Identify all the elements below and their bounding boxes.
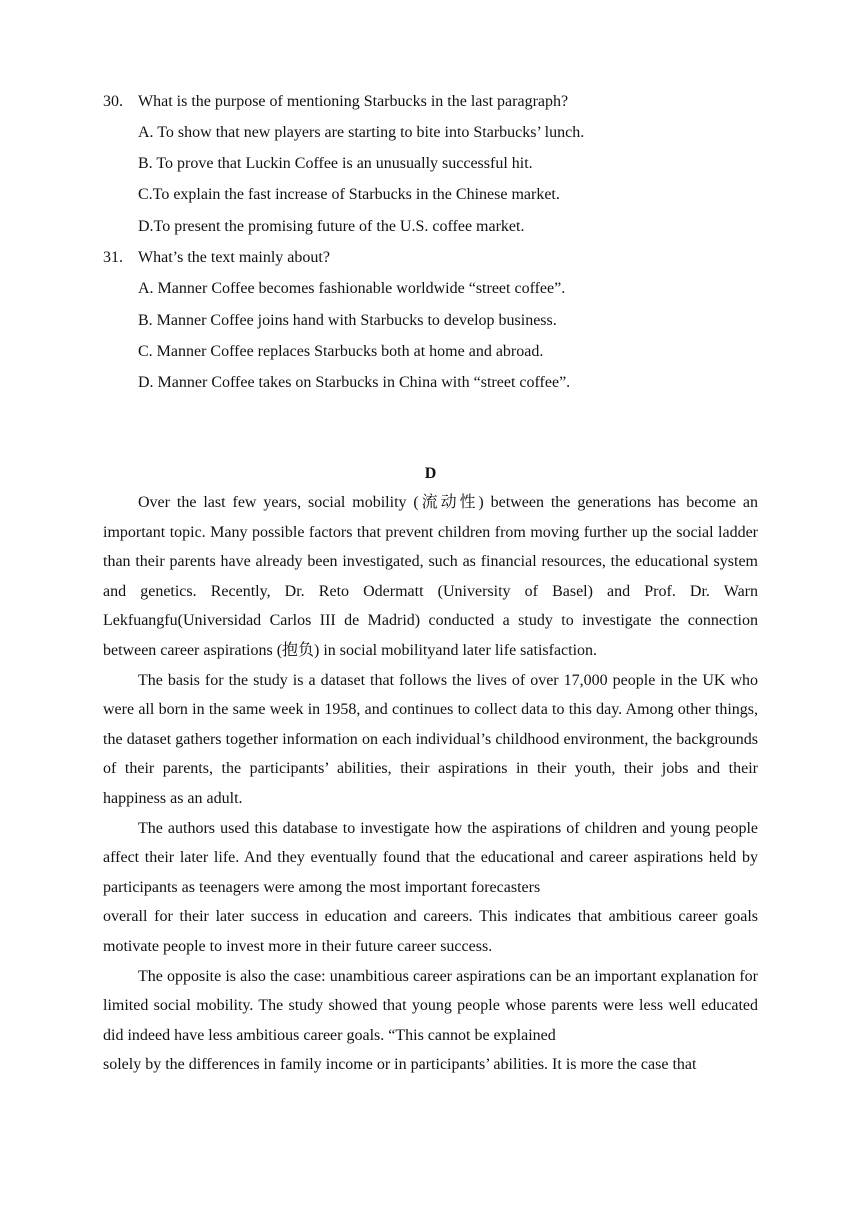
passage-paragraph: The opposite is also the case: unambitious career aspirations can be an important explanation for limited social mobility. The study showed that young people whose parents were less well educated did indeed have less ambitious career goals. “This cannot be explained (103, 967, 758, 1044)
question-30-option-b: B. To prove that Luckin Coffee is an unusually successful hit. (138, 155, 533, 172)
question-30-option-d: D.To present the promising future of the U.S. coffee market. (138, 218, 525, 235)
passage-body (103, 488, 758, 1080)
question-30 (103, 86, 758, 117)
question-31-option-b: B. Manner Coffee joins hand with Starbucks to develop business. (138, 312, 557, 329)
question-31-option-a: A. Manner Coffee becomes fashionable worldwide “street coffee”. (138, 280, 566, 297)
passage-heading: D (424, 465, 437, 482)
question-number: 31. (103, 249, 123, 266)
passage-paragraph: The basis for the study is a dataset that follows the lives of over 17,000 people in the UK who were all born in the same week in 1958, and continues to collect data to this day. Among other things, the dataset gathers together information on each individual’s childhood environment, the backgrounds of their parents, the participants’ abilities, their aspirations in their youth, their jobs and their happiness as an adult. (103, 671, 758, 807)
question-text: What is the purpose of mentioning Starbucks in the last paragraph? (138, 93, 569, 110)
question-31 (103, 242, 758, 273)
passage-paragraph: Over the last few years, social mobility (流动性) between the generations has become an important topic. Many possible factors that prevent children from moving further up the social ladder than their parents have already been investigated, such as financial resources, the educational system and genetics. Recently, Dr. Reto Odermatt (University of Basel) and Prof. Dr. Warn Lekfuangfu(Universidad Carlos III de Madrid) conducted a study to investigate the connection between career aspirations (抱负) in social mobilityand later life satisfaction. (103, 494, 758, 659)
passage-paragraph: solely by the differences in family income or in participants’ abilities. It is more the case that (103, 1056, 697, 1074)
passage-paragraph: overall for their later success in education and careers. This indicates that ambitious career goals motivate people to invest more in their future career success. (103, 908, 758, 955)
question-30-option-a: A. To show that new players are starting to bite into Starbucks’ lunch. (138, 124, 585, 141)
question-number: 30. (103, 93, 123, 110)
question-31-option-c: C. Manner Coffee replaces Starbucks both at home and abroad. (138, 343, 544, 360)
question-30-option-c: C.To explain the fast increase of Starbucks in the Chinese market. (138, 186, 560, 203)
question-31-option-d: D. Manner Coffee takes on Starbucks in China with “street coffee”. (138, 374, 571, 391)
question-text: What’s the text mainly about? (138, 249, 330, 266)
passage-paragraph: The authors used this database to investigate how the aspirations of children and young people affect their later life. And they eventually found that the educational and career aspirations held by participants as teenagers were among the most important forecasters (103, 819, 758, 896)
